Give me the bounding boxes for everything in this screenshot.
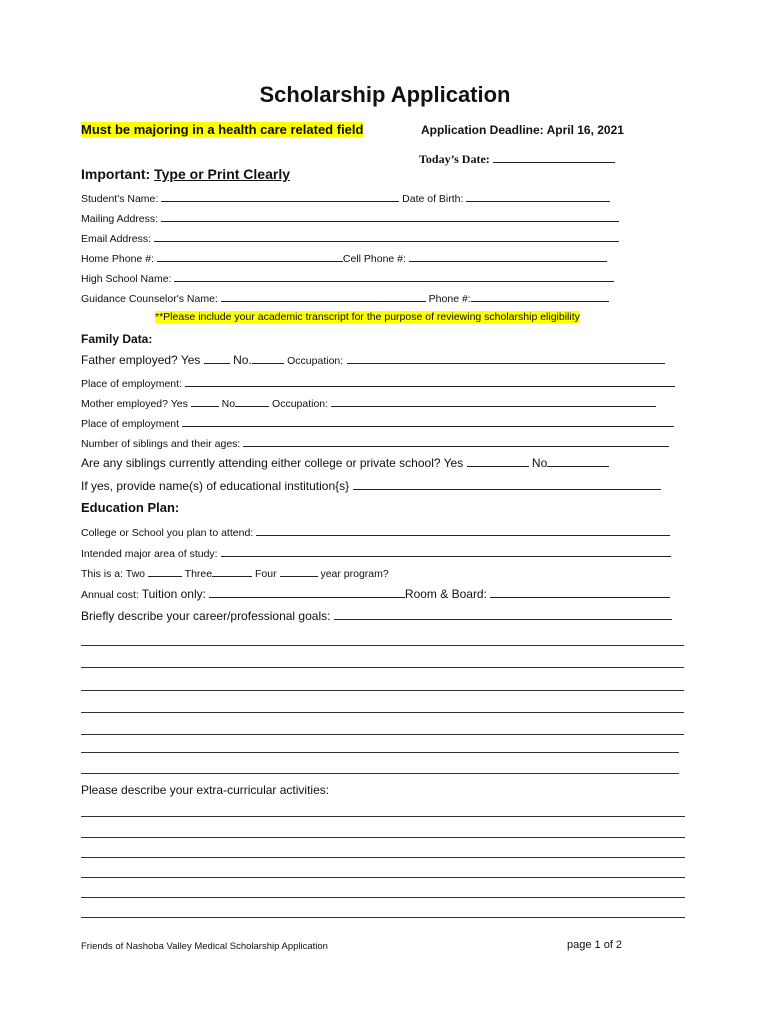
mailing-label: Mailing Address: [81, 213, 159, 225]
activities-line[interactable] [81, 816, 685, 817]
father-yes-field[interactable] [204, 353, 230, 364]
mother-row [81, 396, 656, 410]
college-row [81, 525, 670, 539]
important-text: Type or Print Clearly [154, 166, 291, 182]
siblings-school-no-label: No [531, 456, 548, 470]
institution-label: If yes, provide name(s) of educational institution{s} [81, 479, 350, 493]
activities-line[interactable] [81, 917, 685, 918]
goals-row [81, 609, 672, 623]
cell-phone-field[interactable] [409, 251, 607, 262]
program-four-label: Four [255, 568, 277, 580]
major-notice-text: Must be majoring in a health care related field [81, 122, 364, 137]
home-phone-label: Home Phone #: [81, 253, 154, 265]
mother-label: Mother employed? Yes [81, 398, 188, 410]
major-notice [81, 122, 363, 137]
todays-date-field[interactable] [493, 152, 615, 163]
home-phone-field[interactable] [157, 251, 343, 262]
major-row [81, 546, 671, 560]
email-field[interactable] [154, 231, 619, 242]
goals-line[interactable] [81, 752, 679, 753]
dob-label: Date of Birth: [402, 193, 464, 205]
mother-occupation-field[interactable] [331, 396, 656, 407]
counselor-row [81, 291, 609, 305]
goals-line[interactable] [81, 712, 684, 713]
mailing-field[interactable] [161, 211, 619, 222]
goals-line[interactable] [81, 667, 684, 668]
siblings-row [81, 436, 669, 450]
mailing-row [81, 211, 619, 225]
transcript-note-text: **Please include your academic transcript for the purpose of reviewing scholarship eligibility [155, 311, 580, 323]
father-label: Father employed? Yes [81, 353, 201, 367]
todays-date-label: Today’s Date: [419, 152, 490, 166]
family-heading: Family Data: [81, 332, 153, 346]
father-no-label: No. [233, 353, 252, 367]
dob-field[interactable] [466, 191, 610, 202]
program-three-field[interactable] [212, 566, 252, 577]
program-two-field[interactable] [148, 566, 182, 577]
footer-title: Friends of Nashoba Valley Medical Scholarship Application [81, 941, 328, 952]
activities-line[interactable] [81, 877, 685, 878]
mother-no-label: No [221, 398, 236, 410]
goals-line[interactable] [81, 690, 684, 691]
father-place-field[interactable] [185, 376, 675, 387]
mother-place-label: Place of employment [81, 418, 180, 430]
student-name-field[interactable] [161, 191, 399, 202]
education-heading: Education Plan: [81, 500, 180, 515]
activities-line[interactable] [81, 897, 685, 898]
high-school-row [81, 271, 614, 285]
major-label: Intended major area of study: [81, 548, 218, 560]
goals-field-first[interactable] [334, 609, 672, 620]
transcript-note [155, 311, 580, 323]
room-board-field[interactable] [490, 587, 670, 598]
siblings-school-no-field[interactable] [547, 456, 609, 467]
high-school-label: High School Name: [81, 273, 172, 285]
siblings-school-yes-field[interactable] [467, 456, 529, 467]
siblings-field[interactable] [243, 436, 669, 447]
siblings-label: Number of siblings and their ages: [81, 438, 241, 450]
goals-line[interactable] [81, 734, 684, 735]
student-name-label: Student's Name: [81, 193, 159, 205]
institution-row [81, 479, 661, 493]
tuition-field[interactable] [209, 587, 405, 598]
email-label: Email Address: [81, 233, 152, 245]
mother-no-field[interactable] [235, 396, 269, 407]
program-year-label: year program? [320, 568, 389, 580]
father-occupation-field[interactable] [347, 353, 665, 364]
counselor-phone-field[interactable] [471, 291, 609, 302]
activities-line[interactable] [81, 837, 685, 838]
goals-line[interactable] [81, 773, 679, 774]
important-label: Important: [81, 166, 151, 182]
college-field[interactable] [256, 525, 670, 536]
mother-place-row [81, 416, 674, 430]
major-field[interactable] [221, 546, 671, 557]
father-place-row [81, 376, 675, 390]
todays-date-row [419, 152, 615, 167]
phone-row [81, 251, 607, 265]
room-board-label: Room & Board: [404, 587, 487, 601]
siblings-school-row [81, 456, 609, 470]
program-two-label: This is a: Two [81, 568, 145, 580]
program-row [81, 566, 389, 580]
page-number: page 1 of 2 [567, 939, 623, 951]
high-school-field[interactable] [174, 271, 614, 282]
activities-line[interactable] [81, 857, 685, 858]
counselor-phone-label: Phone #: [428, 293, 471, 305]
cell-phone-label: Cell Phone #: [342, 253, 406, 265]
student-name-row [81, 191, 610, 205]
father-row [81, 353, 665, 367]
application-deadline: Application Deadline: April 16, 2021 [421, 123, 624, 137]
father-place-label: Place of employment: [81, 378, 182, 390]
mother-occupation-label: Occupation: [272, 398, 329, 410]
father-occupation-label: Occupation: [287, 355, 344, 367]
goals-line[interactable] [81, 645, 684, 646]
page-title: Scholarship Application [259, 82, 511, 107]
goals-label: Briefly describe your career/professional goals: [81, 609, 331, 623]
counselor-field[interactable] [221, 291, 426, 302]
mother-place-field[interactable] [182, 416, 674, 427]
institution-field[interactable] [353, 479, 661, 490]
program-three-label: Three [184, 568, 213, 580]
mother-yes-field[interactable] [191, 396, 219, 407]
college-label: College or School you plan to attend: [81, 527, 254, 539]
annual-cost-row [81, 587, 670, 601]
father-no-field[interactable] [252, 353, 284, 364]
important-row [81, 166, 290, 182]
email-row [81, 231, 619, 245]
tuition-label: Tuition only: [141, 587, 206, 601]
program-four-field[interactable] [280, 566, 318, 577]
siblings-school-label: Are any siblings currently attending either college or private school? Yes [81, 456, 464, 470]
counselor-label: Guidance Counselor's Name: [81, 293, 218, 305]
annual-cost-label: Annual cost: [81, 589, 139, 601]
activities-label: Please describe your extra-curricular activities: [81, 783, 330, 797]
